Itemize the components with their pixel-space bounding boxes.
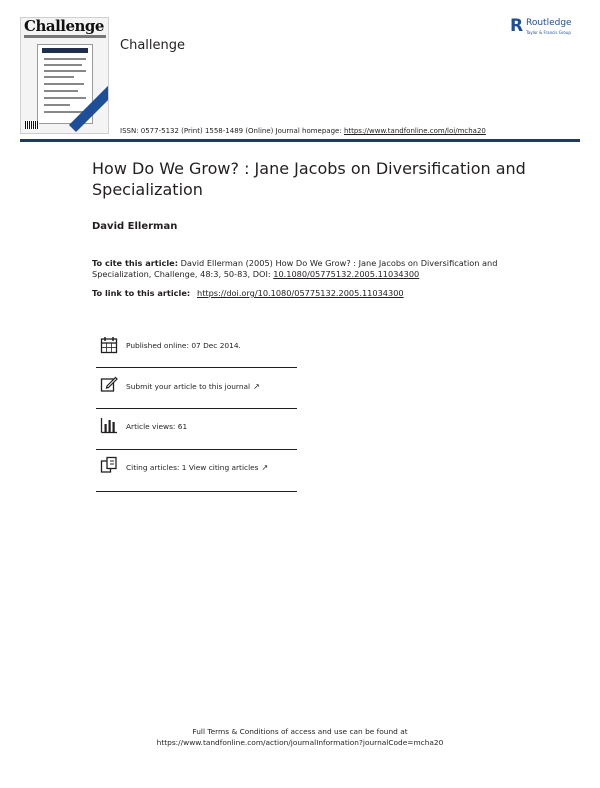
- citation-block: [92, 258, 522, 280]
- routledge-logo-icon: R: [510, 16, 524, 36]
- article-doi-link[interactable]: https://doi.org/10.1080/05775132.2005.11034300: [197, 288, 404, 298]
- cover-subtitle-bar: [24, 35, 106, 38]
- calendar-icon: [100, 336, 118, 354]
- article-link-line: [92, 288, 404, 298]
- cite-label: To cite this article:: [92, 258, 178, 268]
- issn-text: ISSN: 0577-5132 (Print) 1558-1489 (Online) Journal homepage:: [120, 127, 344, 135]
- submit-article-link[interactable]: [126, 382, 260, 391]
- external-link-icon: ↗: [261, 463, 269, 472]
- publisher-name: Routledge: [526, 18, 572, 28]
- info-divider: [96, 408, 297, 409]
- publisher-subtitle: Taylor & Francis Group: [526, 30, 571, 35]
- header-divider: [20, 139, 580, 142]
- article-title: How Do We Grow? : Jane Jacobs on Diversification and Specialization: [92, 159, 526, 199]
- citing-articles-text: Citing articles: 1 View citing articles: [126, 463, 259, 472]
- published-online-text: Published online: 07 Dec 2014.: [126, 341, 241, 350]
- bar-chart-icon: [100, 416, 118, 434]
- issn-line: [120, 127, 486, 135]
- footer: [0, 726, 600, 748]
- journal-homepage-link[interactable]: https://www.tandfonline.com/loi/mcha20: [343, 127, 486, 135]
- cover-barcode: [25, 121, 39, 129]
- footer-terms-text: Full Terms & Conditions of access and use can be found at: [192, 727, 408, 736]
- citing-articles-link[interactable]: [126, 463, 268, 472]
- cite-doi-link[interactable]: 10.1080/05775132.2005.11034300: [273, 269, 420, 279]
- footer-terms-link[interactable]: https://www.tandfonline.com/action/journalInformation?journalCode=mcha20: [156, 738, 444, 747]
- info-divider: [96, 367, 297, 368]
- cover-title: Challenge: [24, 17, 104, 35]
- submit-article-text: Submit your article to this journal: [126, 382, 251, 391]
- article-author: David Ellerman: [92, 221, 178, 232]
- journal-name: Challenge: [120, 38, 185, 53]
- info-divider: [96, 449, 297, 450]
- cite-text: David Ellerman (2005) How Do We Grow? : Jane Jacobs on Diversification and Specialization, Challenge, 48:3, 50-83, DOI:: [92, 258, 498, 279]
- publisher-logo: [510, 16, 590, 40]
- article-views-text: Article views: 61: [126, 422, 188, 431]
- link-label: To link to this article:: [92, 288, 193, 298]
- external-link-icon: ↗: [253, 382, 260, 391]
- journal-cover-image: [20, 17, 109, 134]
- citation-icon: [100, 456, 118, 474]
- info-divider: [96, 491, 297, 492]
- edit-icon: [100, 375, 118, 393]
